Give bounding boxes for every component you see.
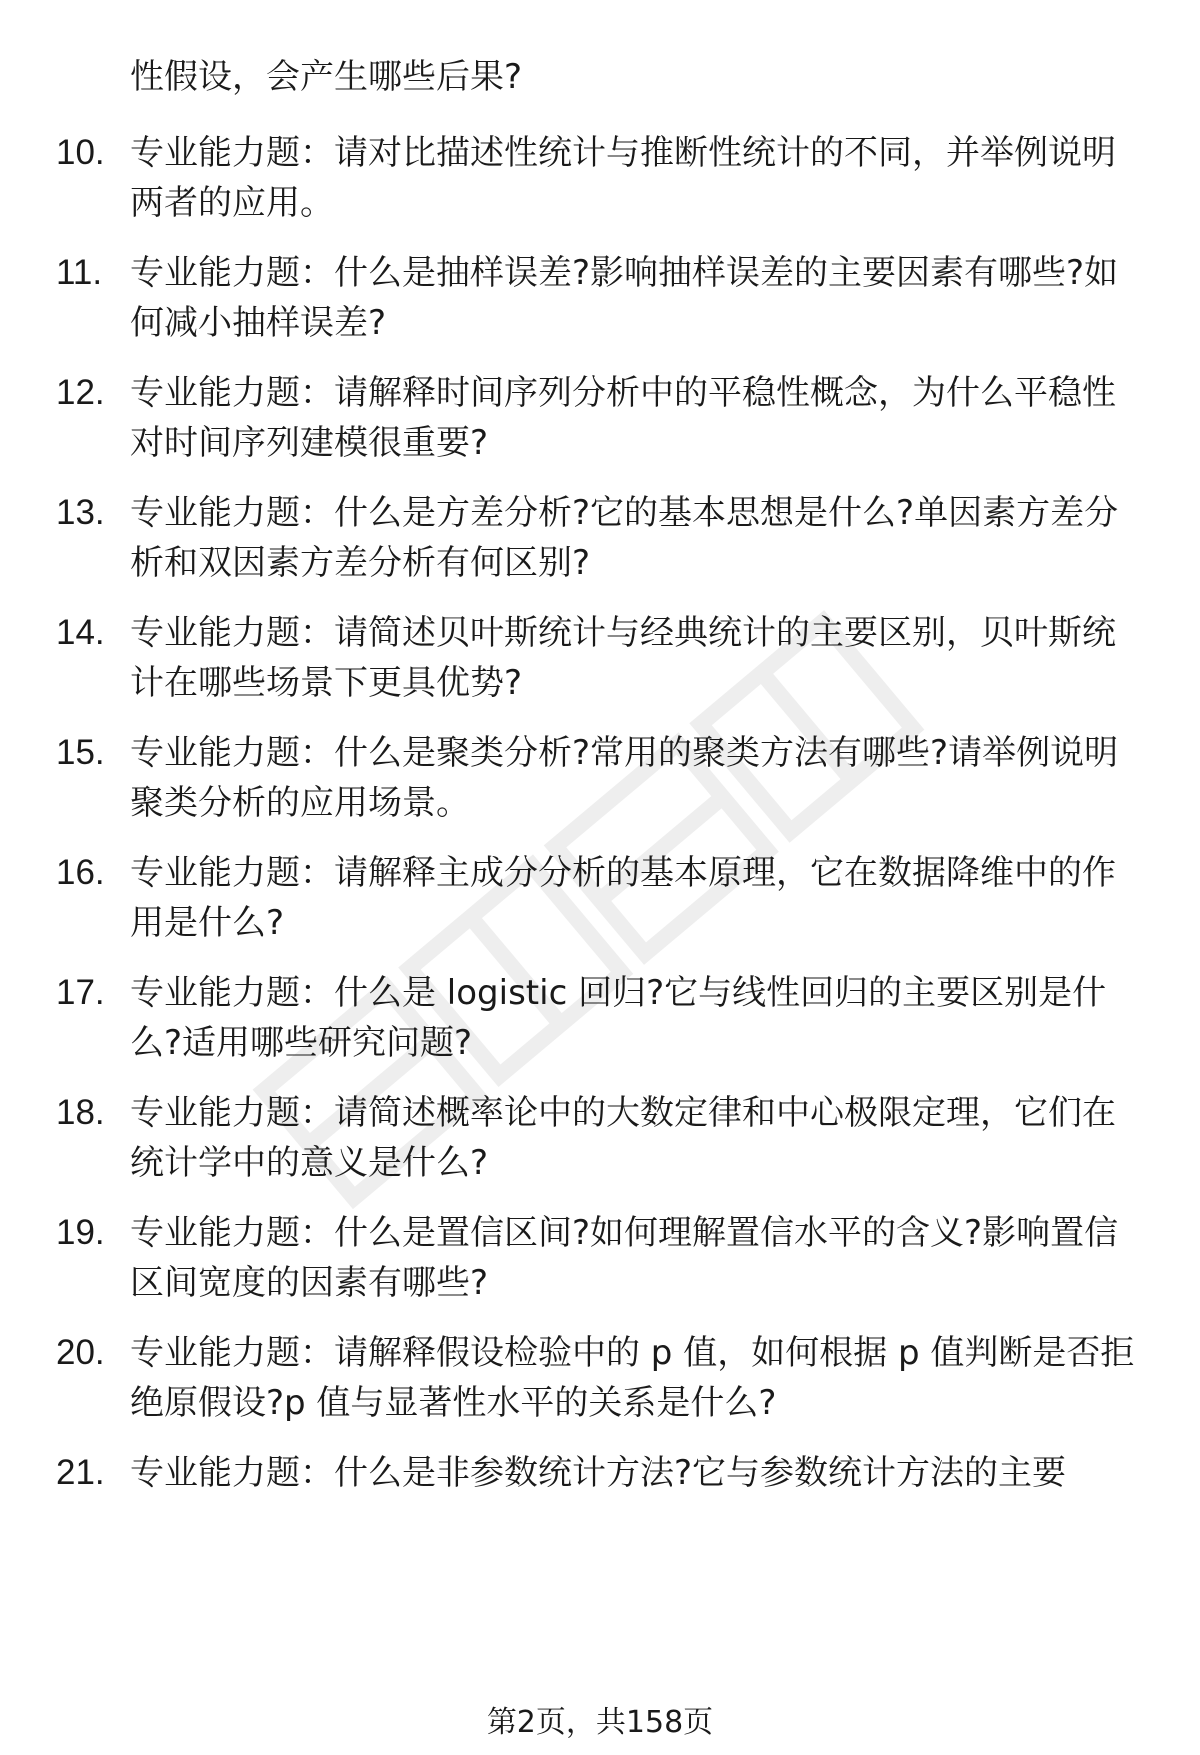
list-item <box>56 248 1146 348</box>
question-number: 12. <box>56 373 105 412</box>
list-item <box>56 1208 1146 1308</box>
question-text: 专业能力题：什么是抽样误差?影响抽样误差的主要因素有哪些?如何减小抽样误差? <box>130 253 1119 343</box>
question-text: 专业能力题：请简述概率论中的大数定律和中心极限定理，它们在统计学中的意义是什么? <box>130 1093 1116 1183</box>
question-number: 20. <box>56 1333 105 1372</box>
question-number: 18. <box>56 1093 105 1132</box>
question-number: 14. <box>56 613 105 652</box>
list-item <box>56 128 1146 228</box>
list-item <box>56 1448 1146 1498</box>
list-item <box>56 728 1146 828</box>
question-number: 15. <box>56 733 105 772</box>
question-text: 专业能力题：什么是方差分析?它的基本思想是什么?单因素方差分析和双因素方差分析有何区别? <box>130 493 1119 583</box>
continued-question-text: 性假设，会产生哪些后果? <box>130 57 523 97</box>
list-item <box>56 1088 1146 1188</box>
question-text: 专业能力题：请解释假设检验中的 p 值，如何根据 p 值判断是否拒绝原假设?p 值与显著性水平的关系是什么? <box>130 1333 1135 1423</box>
question-text: 专业能力题：什么是聚类分析?常用的聚类方法有哪些?请举例说明聚类分析的应用场景。 <box>130 733 1119 823</box>
page-number-footer: 第2页，共158页 <box>486 1705 714 1740</box>
list-item <box>56 848 1146 948</box>
list-item <box>56 368 1146 468</box>
question-text: 专业能力题：什么是非参数统计方法?它与参数统计方法的主要 <box>130 1453 1067 1493</box>
question-text: 专业能力题：请解释主成分分析的基本原理，它在数据降维中的作用是什么? <box>130 853 1116 943</box>
question-text: 专业能力题：请解释时间序列分析中的平稳性概念，为什么平稳性对时间序列建模很重要? <box>130 373 1116 463</box>
list-item <box>56 488 1146 588</box>
question-text: 专业能力题：请对比描述性统计与推断性统计的不同，并举例说明两者的应用。 <box>130 133 1116 223</box>
question-number: 19. <box>56 1213 105 1252</box>
question-number: 17. <box>56 973 105 1012</box>
question-number: 10. <box>56 133 105 172</box>
list-item <box>56 968 1146 1068</box>
list-item <box>56 1328 1146 1428</box>
question-text: 专业能力题：请简述贝叶斯统计与经典统计的主要区别，贝叶斯统计在哪些场景下更具优势? <box>130 613 1116 703</box>
question-number: 11. <box>56 253 103 292</box>
question-number: 21. <box>56 1453 105 1492</box>
question-number: 16. <box>56 853 105 892</box>
question-text: 专业能力题：什么是 logistic 回归?它与线性回归的主要区别是什么?适用哪些研究问题? <box>130 973 1107 1063</box>
question-text: 专业能力题：什么是置信区间?如何理解置信水平的含义?影响置信区间宽度的因素有哪些? <box>130 1213 1119 1303</box>
question-number: 13. <box>56 493 105 532</box>
list-item <box>56 608 1146 708</box>
